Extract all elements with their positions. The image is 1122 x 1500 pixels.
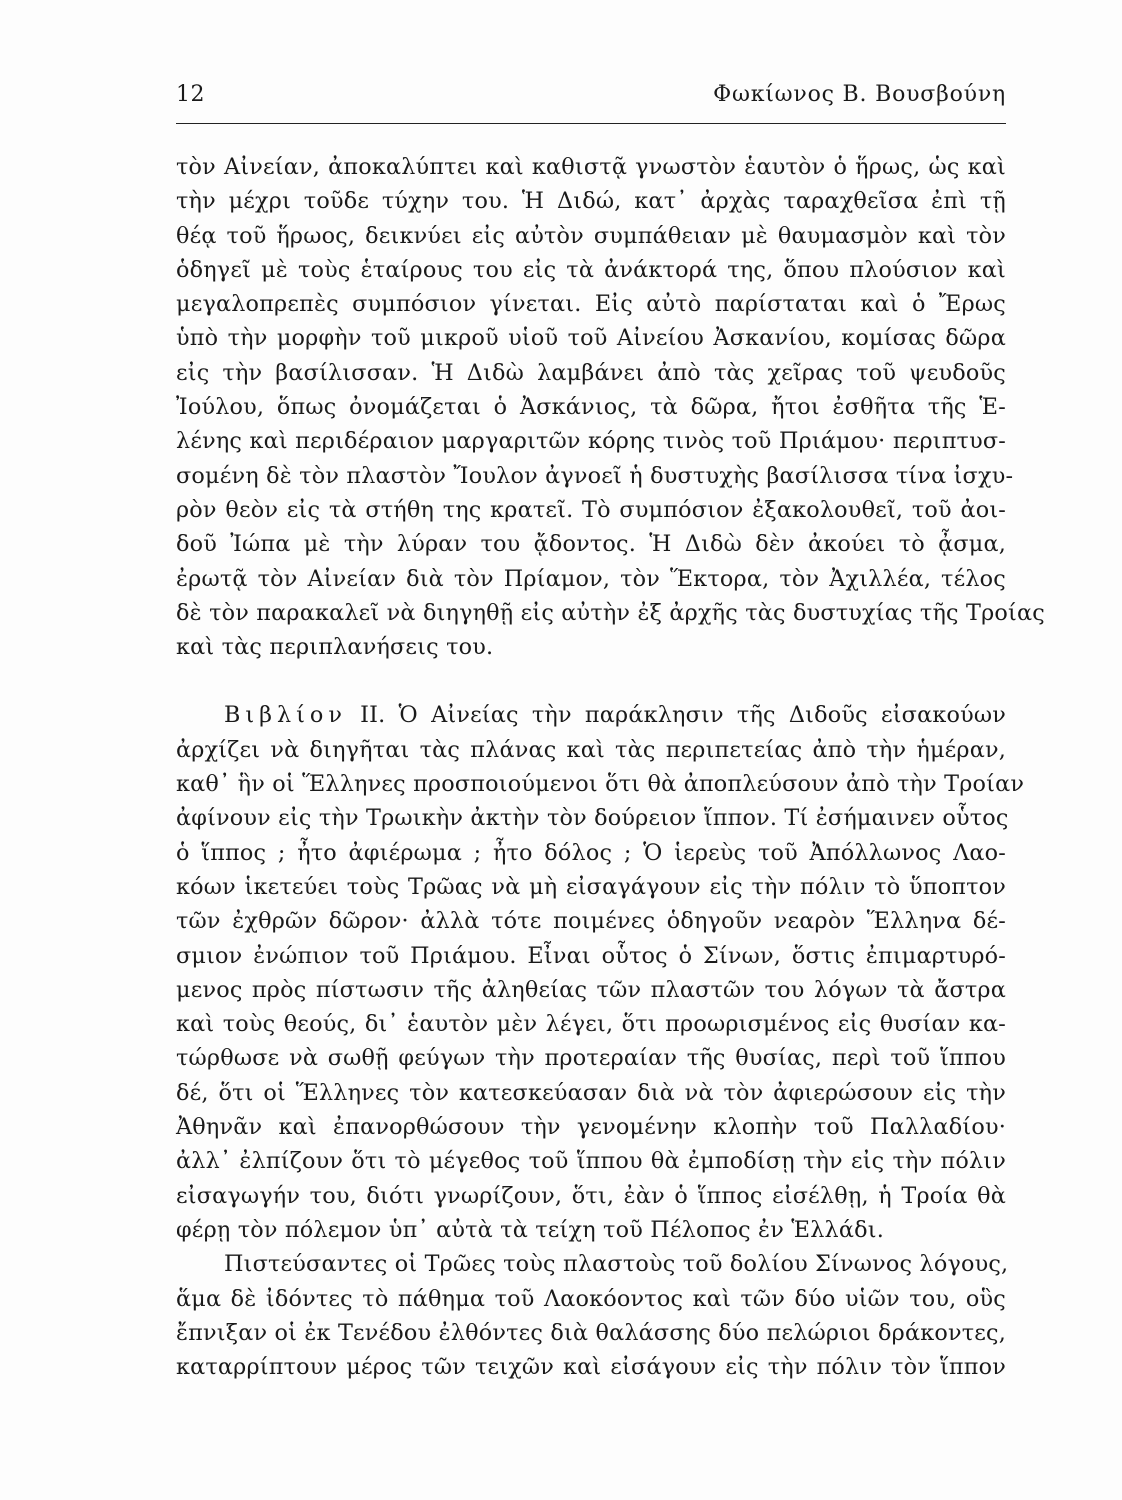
page-number: 12 [176,82,205,107]
book-label: Βιβλίον [224,702,347,729]
text-line: κόων ἱκετεύει τοὺς Τρῶας νὰ μὴ εἰσαγάγουν εἰς τὴν πόλιν τὸ ὕποπτον [176,873,1006,900]
text-line: τώρθωσε νὰ σωθῇ φεύγων τὴν προτεραίαν τῆς θυσίας, περὶ τοῦ ἵππου [176,1045,1006,1072]
text-line: μεγαλοπρεπὲς συμπόσιον γίνεται. Εἰς αὐτὸ παρίσταται καὶ ὁ Ἔρως [176,291,1006,318]
text-line: Ἰούλου, ὅπως ὀνομάζεται ὁ Ἀσκάνιος, τὰ δῶρα, ἤτοι ἐσθῆτα τῆς Ἑ- [176,394,1006,421]
text-line [176,698,1006,732]
header-rule [176,123,1006,124]
text-line: δέ, ὅτι οἱ Ἕλληνες τὸν κατεσκεύασαν διὰ νὰ τὸν ἀφιερώσουν εἰς τὴν [176,1079,1006,1106]
text-line: λένης καὶ περιδέραιον μαργαριτῶν κόρης τινὸς τοῦ Πριάμου· περιπτυσ- [176,428,1006,455]
text-line: Ἀθηνᾶν καὶ ἐπανορθώσουν τὴν γενομένην κλοπὴν τοῦ Παλλαδίου· [176,1114,1006,1141]
page-header [176,82,1006,118]
text-line: ἀλλ᾽ ἐλπίζουν ὅτι τὸ μέγεθος τοῦ ἵππου θὰ ἐμποδίσῃ τὴν εἰς τὴν πόλιν [176,1148,1006,1175]
text-line: Πιστεύσαντες οἱ Τρῶες τοὺς πλαστοὺς τοῦ δολίου Σίνωνος λόγους, [224,1251,1009,1278]
text-line: φέρῃ τὸν πόλεμον ὑπ᾽ αὐτὰ τὰ τείχη τοῦ Πέλοπος ἐν Ἑλλάδι. [176,1216,884,1243]
text-line: ἔπνιξαν οἱ ἐκ Τενέδου ἐλθόντες διὰ θαλάσσης δύο πελώριοι δράκοντες, [176,1319,1006,1346]
text-line: καθ᾽ ἣν οἱ Ἕλληνες προσποιούμενοι ὅτι θὰ ἀποπλεύσουν ἀπὸ τὴν Τροίαν [176,771,1025,798]
body-text [176,150,1045,1384]
text-line: εἰσαγωγήν του, διότι γνωρίζουν, ὅτι, ἐὰν ὁ ἵππος εἰσέλθῃ, ἡ Τροία θὰ [176,1182,1006,1209]
paragraph-gap [176,664,1006,698]
text-line: ὁδηγεῖ μὲ τοὺς ἑταίρους του εἰς τὰ ἀνάκτορά της, ὅπου πλούσιον καὶ [176,256,1006,283]
text-line: ἅμα δὲ ἰδόντες τὸ πάθημα τοῦ Λαοκόοντος καὶ τῶν δύο υἱῶν του, οὓς [176,1285,1006,1312]
paragraph-1 [176,150,1045,664]
book-heading-line: II. Ὁ Αἰνείας τὴν παράκλησιν τῆς Διδοῦς εἰσακούων [360,702,1007,729]
text-line: ἀρχίζει νὰ διηγῆται τὰς πλάνας καὶ τὰς περιπετείας ἀπὸ τὴν ἡμέραν, [176,736,1006,763]
text-line: καὶ τοὺς θεούς, δι᾽ ἑαυτὸν μὲν λέγει, ὅτι προωρισμένος εἰς θυσίαν κα- [176,1011,1006,1038]
text-line: εἰς τὴν βασίλισσαν. Ἡ Διδὼ λαμβάνει ἀπὸ τὰς χεῖρας τοῦ ψευδοῦς [176,359,1006,386]
text-line: ἀφίνουν εἰς τὴν Τρωικὴν ἀκτὴν τὸν δούρειον ἵππον. Τί ἐσήμαινεν οὗτος [176,805,1009,832]
text-line: δὲ τὸν παρακαλεῖ νὰ διηγηθῇ εἰς αὐτὴν ἐξ ἀρχῆς τὰς δυστυχίας τῆς Τροίας [176,599,1045,626]
text-line: τὴν μέχρι τοῦδε τύχην του. Ἡ Διδώ, κατ᾽ ἀρχὰς ταραχθεῖσα ἐπὶ τῇ [176,188,1006,215]
text-line: τὸν Αἰνείαν, ἀποκαλύπτει καὶ καθιστᾷ γνωστὸν ἑαυτὸν ὁ ἥρως, ὡς καὶ [176,154,1006,180]
text-line: δοῦ Ἰώπα μὲ τὴν λύραν του ᾄδοντος. Ἡ Διδὼ δὲν ἀκούει τὸ ᾆσμα, [176,531,1006,558]
text-line: καὶ τὰς περιπλανήσεις του. [176,634,494,661]
text-line: θέᾳ τοῦ ἥρωος, δεικνύει εἰς αὐτὸν συμπάθειαν μὲ θαυμασμὸν καὶ τὸν [176,222,1006,249]
text-line: σομένη δὲ τὸν πλαστὸν Ἴουλον ἀγνοεῖ ἡ δυστυχὴς βασίλισσα τίνα ἰσχυ- [176,462,1014,489]
text-line: μενος πρὸς πίστωσιν τῆς ἀληθείας τῶν πλαστῶν του λόγων τὰ ἄστρα [176,976,1006,1003]
text-line: ρὸν θεὸν εἰς τὰ στήθη της κρατεῖ. Τὸ συμπόσιον ἐξακολουθεῖ, τοῦ ἀοι- [176,496,1006,523]
text-line: τῶν ἐχθρῶν δῶρον· ἀλλὰ τότε ποιμένες ὁδηγοῦν νεαρὸν Ἕλληνα δέ- [176,908,1006,935]
paragraph-2 [176,698,1025,1247]
running-head: Φωκίωνος Β. Βουσβούνη [713,82,1006,107]
text-line: ὁ ἵππος ; ἦτο ἀφιέρωμα ; ἦτο δόλος ; Ὁ ἱερεὺς τοῦ Ἀπόλλωνος Λαο- [176,839,1006,866]
text-line: καταρρίπτουν μέρος τῶν τειχῶν καὶ εἰσάγουν εἰς τὴν πόλιν τὸν ἵππον [176,1354,1006,1381]
paragraph-3 [176,1247,1009,1384]
text-line: σμιον ἐνώπιον τοῦ Πριάμου. Εἶναι οὗτος ὁ Σίνων, ὅστις ἐπιμαρτυρό- [176,942,1006,969]
text-line: ὑπὸ τὴν μορφὴν τοῦ μικροῦ υἱοῦ τοῦ Αἰνείου Ἀσκανίου, κομίσας δῶρα [176,325,1006,352]
text-line: ἐρωτᾷ τὸν Αἰνείαν διὰ τὸν Πρίαμον, τὸν Ἕκτορα, τὸν Ἀχιλλέα, τέλος [176,565,1006,592]
